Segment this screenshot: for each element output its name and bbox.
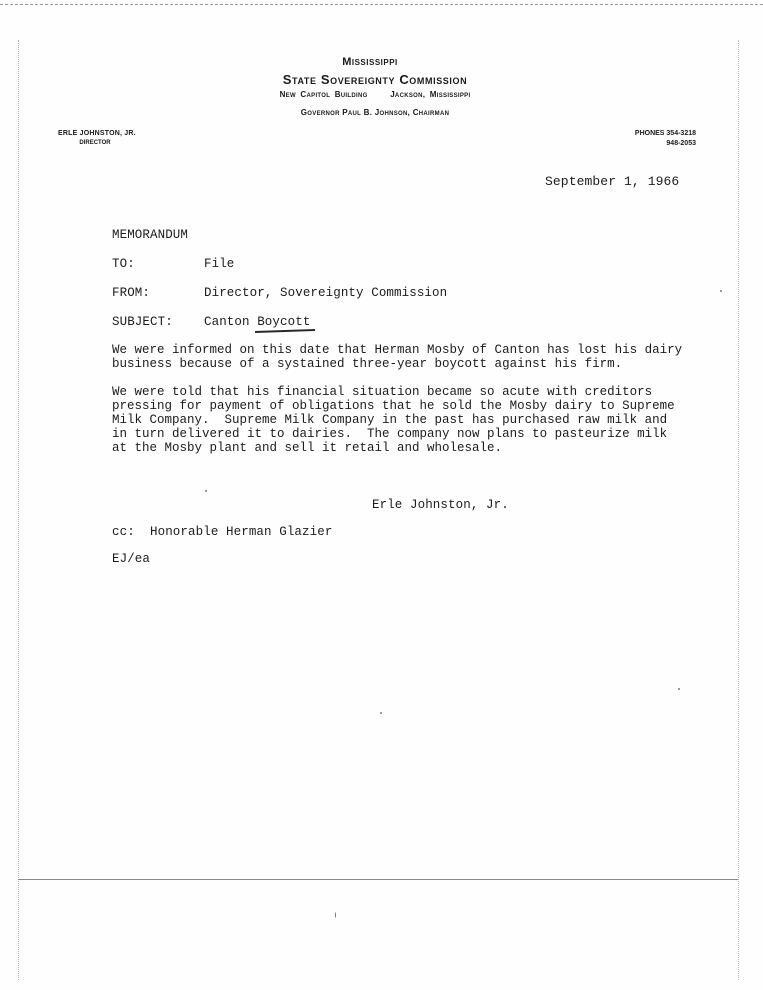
paragraph-line: in turn delivered it to dairies. The company now plans to pasteurize milk xyxy=(112,427,668,441)
letterhead-city: Jackson, Mississippi xyxy=(390,90,471,99)
memo-heading: MEMORANDUM xyxy=(112,228,189,242)
body-paragraph-2 xyxy=(112,385,675,455)
scan-speck xyxy=(335,912,336,918)
paragraph-line: business because of a systained three-year boycott against his firm. xyxy=(112,357,623,371)
scan-right-edge xyxy=(738,40,739,980)
signature: Erle Johnston, Jr. xyxy=(372,498,509,512)
paragraph-line: pressing for payment of obligations that he sold the Mosby dairy to Supreme xyxy=(112,399,675,413)
letterhead-phones-second: 948-2053 xyxy=(666,140,696,147)
from-label: FROM: xyxy=(112,286,151,300)
body-paragraph-1 xyxy=(112,343,682,371)
paragraph-line: Milk Company. Supreme Milk Company in the past has purchased raw milk and xyxy=(112,413,668,427)
scan-top-edge xyxy=(0,4,763,5)
scan-left-edge xyxy=(18,40,19,980)
letterhead-state: Mississippi xyxy=(342,56,398,68)
paragraph-line: We were informed on this date that Herman Mosby of Canton has lost his dairy xyxy=(112,343,683,357)
paragraph-line: We were told that his financial situation became so acute with creditors xyxy=(112,385,653,399)
reference-initials: EJ/ea xyxy=(112,552,151,566)
to-value: File xyxy=(204,257,235,271)
letterhead-address xyxy=(230,90,520,99)
letterhead-building: New Capitol Building xyxy=(279,90,368,99)
to-label: TO: xyxy=(112,257,135,271)
letterhead-phones: PHONES 354-3218 xyxy=(634,130,696,137)
paragraph-line: at the Mosby plant and sell it retail and wholesale. xyxy=(112,441,503,455)
scan-bottom-edge xyxy=(18,879,738,880)
letterhead-governor: Governor Paul B. Johnson, Chairman xyxy=(300,108,450,117)
letterhead-director-title: DIRECTOR xyxy=(79,140,111,146)
scan-speck xyxy=(205,490,207,492)
scan-speck xyxy=(720,290,722,292)
memo-date: September 1, 1966 xyxy=(545,174,680,189)
letterhead-director-name: ERLE JOHNSTON, JR. xyxy=(58,130,136,137)
subject-pen-underline xyxy=(255,329,315,333)
scan-speck xyxy=(380,712,382,714)
subject-value: Canton Boycott xyxy=(204,315,311,329)
cc-line: cc: Honorable Herman Glazier xyxy=(112,525,333,539)
scan-speck xyxy=(678,688,680,690)
from-value: Director, Sovereignty Commission xyxy=(204,286,448,300)
letterhead-commission: State Sovereignty Commission xyxy=(282,72,468,87)
subject-label: SUBJECT: xyxy=(112,315,173,329)
